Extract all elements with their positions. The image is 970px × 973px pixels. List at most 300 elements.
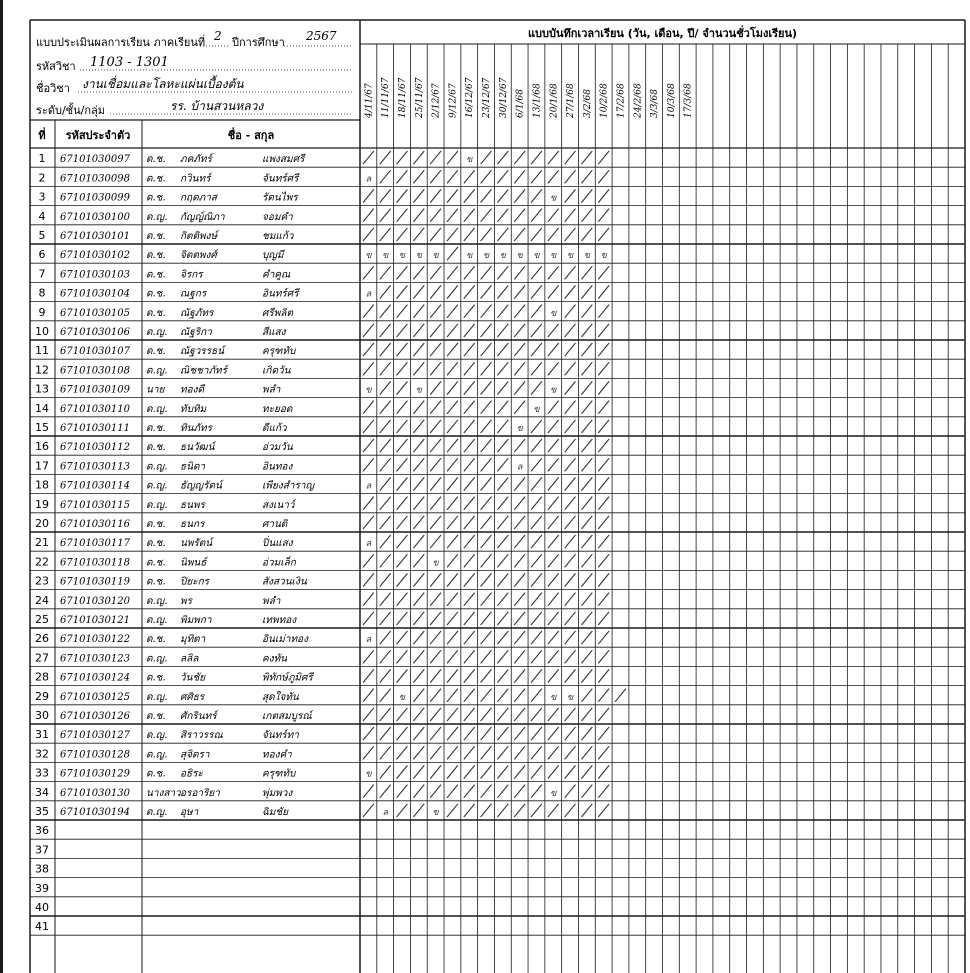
attendance-mark-present: [380, 228, 391, 241]
student-title: ด.ช.: [146, 519, 166, 530]
attendance-mark-present: [565, 497, 576, 510]
attendance-mark-present: [464, 535, 475, 548]
row-number: 15: [35, 421, 49, 434]
student-first-name: สุจิตรา: [180, 749, 210, 761]
attendance-mark-present: [464, 708, 475, 721]
student-id: 67101030097: [60, 154, 130, 166]
attendance-mark-present: [497, 477, 508, 490]
student-id: 67101030118: [60, 557, 130, 569]
attendance-mark-present: [430, 516, 441, 529]
attendance-mark-present: [363, 439, 374, 452]
date-header: 4/11/67: [364, 83, 375, 118]
attendance-mark-present: [413, 554, 424, 567]
attendance-mark-present: [447, 401, 458, 414]
attendance-mark-code: ข: [398, 692, 406, 703]
attendance-mark-present: [497, 189, 508, 202]
attendance-mark-present: [413, 266, 424, 279]
attendance-mark-present: [548, 324, 559, 337]
attendance-mark-present: [430, 765, 441, 778]
student-last-name: พิทักษ์ภูมิศรี: [262, 672, 313, 684]
date-header: 18/11/67: [398, 77, 409, 118]
attendance-mark-present: [565, 151, 576, 164]
attendance-mark-present: [397, 362, 408, 375]
attendance-mark-present: [363, 362, 374, 375]
student-title: ด.ช.: [146, 154, 166, 166]
attendance-mark-present: [363, 458, 374, 471]
attendance-mark-present: [531, 554, 542, 567]
attendance-mark-present: [397, 765, 408, 778]
attendance-mark-present: [413, 765, 424, 778]
attendance-mark-present: [464, 189, 475, 202]
attendance-mark-present: [531, 285, 542, 298]
attendance-mark-present: [447, 631, 458, 644]
attendance-mark-present: [430, 535, 441, 548]
student-last-name: เกิดวัน: [262, 365, 291, 377]
attendance-mark-present: [565, 516, 576, 529]
attendance-mark-present: [497, 612, 508, 625]
student-title: ด.ญ.: [146, 615, 168, 626]
student-id: 67101030114: [60, 480, 130, 492]
attendance-mark-present: [565, 612, 576, 625]
attendance-mark-present: [615, 689, 626, 702]
attendance-mark-present: [598, 228, 609, 241]
attendance-mark-present: [497, 151, 508, 164]
attendance-mark-present: [598, 420, 609, 433]
student-title: ด.ช.: [146, 173, 166, 185]
attendance-mark-present: [380, 324, 391, 337]
attendance-mark-present: [514, 593, 525, 606]
attendance-mark-present: [598, 631, 609, 644]
row-number: 25: [35, 613, 49, 626]
student-last-name: ครุฑทับ: [262, 346, 296, 358]
attendance-mark-present: [430, 631, 441, 644]
row-number: 7: [38, 267, 46, 281]
attendance-mark-present: [430, 324, 441, 337]
attendance-mark-present: [397, 631, 408, 644]
attendance-mark-code: ข: [583, 251, 590, 262]
attendance-mark-present: [363, 727, 374, 740]
attendance-mark-present: [380, 209, 391, 222]
attendance-mark-present: [497, 458, 508, 471]
attendance-mark-present: [481, 381, 492, 394]
student-id: 67101030110: [60, 403, 130, 415]
attendance-mark-present: [565, 631, 576, 644]
student-title: ด.ช.: [146, 250, 166, 262]
level-label: ระดับ/ชั้น/กลุ่ม: [36, 104, 105, 117]
row-number: 6: [38, 248, 46, 262]
attendance-mark-present: [430, 362, 441, 375]
attendance-mark-present: [447, 266, 458, 279]
student-last-name: สังสวนเงิน: [262, 576, 307, 588]
attendance-mark-present: [581, 381, 592, 394]
row-number: 8: [38, 286, 46, 300]
attendance-mark-present: [481, 593, 492, 606]
attendance-mark-present: [464, 209, 475, 222]
attendance-mark-present: [581, 669, 592, 682]
attendance-mark-present: [413, 669, 424, 682]
attendance-mark-present: [481, 650, 492, 663]
attendance-mark-present: [397, 228, 408, 241]
attendance-mark-present: [548, 746, 559, 759]
attendance-mark-present: [598, 439, 609, 452]
student-first-name: ธนพร: [180, 499, 205, 511]
date-header: 25/11/67: [414, 77, 425, 118]
attendance-mark-present: [380, 362, 391, 375]
student-last-name: เทพทอง: [262, 615, 297, 626]
attendance-mark-present: [514, 209, 525, 222]
student-first-name: ทองดี: [180, 384, 204, 396]
student-first-name: จิรกร: [180, 269, 203, 281]
row-number: 1: [38, 152, 46, 166]
attendance-mark-present: [464, 266, 475, 279]
attendance-mark-code: ข: [365, 251, 372, 262]
attendance-mark-present: [413, 727, 424, 740]
attendance-mark-present: [397, 189, 408, 202]
column-header-name: ชื่อ - สกุล: [227, 129, 275, 142]
student-title: ด.ช.: [146, 288, 166, 300]
attendance-mark-present: [598, 362, 609, 375]
student-first-name: กัญญ์ณิภา: [180, 211, 225, 223]
attendance-mark-present: [531, 785, 542, 798]
attendance-mark-present: [514, 516, 525, 529]
attendance-mark-present: [481, 785, 492, 798]
attendance-mark-present: [497, 362, 508, 375]
attendance-mark-present: [598, 381, 609, 394]
attendance-mark-present: [380, 689, 391, 702]
attendance-mark-present: [514, 228, 525, 241]
attendance-mark-present: [430, 650, 441, 663]
student-id: 67101030099: [60, 192, 130, 204]
student-first-name: ลลิล: [180, 653, 199, 665]
attendance-mark-present: [497, 497, 508, 510]
attendance-mark-present: [531, 362, 542, 375]
attendance-mark-present: [413, 458, 424, 471]
attendance-mark-present: [598, 343, 609, 356]
attendance-mark-present: [464, 593, 475, 606]
attendance-mark-present: [598, 170, 609, 183]
student-id: 67101030098: [60, 173, 130, 185]
attendance-mark-present: [581, 401, 592, 414]
attendance-mark-present: [497, 631, 508, 644]
student-title: นางสาว: [146, 787, 181, 799]
attendance-mark-present: [430, 477, 441, 490]
attendance-mark-present: [548, 458, 559, 471]
attendance-mark-present: [464, 285, 475, 298]
attendance-mark-code: ข: [482, 251, 490, 262]
attendance-mark-present: [363, 689, 374, 702]
attendance-mark-present: [397, 285, 408, 298]
attendance-mark-present: [531, 535, 542, 548]
attendance-mark-present: [548, 439, 559, 452]
attendance-mark-present: [497, 669, 508, 682]
student-id: 67101030130: [60, 787, 130, 799]
attendance-mark-present: [447, 305, 458, 318]
attendance-mark-present: [380, 727, 391, 740]
attendance-mark-present: [447, 209, 458, 222]
attendance-mark-present: [464, 631, 475, 644]
attendance-mark-present: [430, 785, 441, 798]
attendance-mark-present: [380, 285, 391, 298]
attendance-mark-code: ล: [365, 635, 372, 646]
attendance-mark-present: [380, 535, 391, 548]
attendance-mark-present: [481, 612, 492, 625]
student-first-name: สิราวรรณ: [180, 730, 223, 742]
row-number: 26: [35, 632, 49, 646]
attendance-mark-present: [481, 573, 492, 586]
student-last-name: เพียงสำราญ: [262, 480, 314, 492]
attendance-mark-present: [565, 285, 576, 298]
attendance-mark-present: [464, 420, 475, 433]
attendance-mark-present: [397, 804, 408, 817]
student-id: 67101030101: [60, 231, 130, 242]
attendance-mark-present: [430, 381, 441, 394]
attendance-mark-present: [531, 170, 542, 183]
student-id: 67101030122: [60, 634, 130, 646]
attendance-mark-present: [380, 708, 391, 721]
attendance-mark-present: [413, 497, 424, 510]
student-last-name: บุญมี: [262, 250, 284, 262]
attendance-mark-present: [531, 746, 542, 759]
attendance-mark-present: [397, 516, 408, 529]
date-header: 10/2/68: [599, 83, 610, 118]
attendance-mark-present: [430, 401, 441, 414]
student-last-name: พลำ: [262, 384, 281, 396]
attendance-mark-present: [581, 266, 592, 279]
attendance-mark-present: [430, 573, 441, 586]
subject-label: ชื่อวิชา: [36, 82, 70, 95]
student-title: ด.ช.: [146, 538, 166, 550]
attendance-mark-present: [363, 593, 374, 606]
attendance-mark-present: [481, 285, 492, 298]
attendance-mark-present: [531, 804, 542, 817]
student-id: 67101030123: [60, 653, 130, 665]
attendance-mark-code: ข: [516, 424, 523, 434]
student-id: 67101030126: [60, 711, 130, 722]
attendance-mark-present: [581, 727, 592, 740]
attendance-mark-present: [481, 804, 492, 817]
attendance-mark-present: [497, 305, 508, 318]
attendance-mark-present: [531, 324, 542, 337]
attendance-mark-present: [548, 266, 559, 279]
attendance-mark-present: [481, 708, 492, 721]
attendance-title: แบบบันทึกเวลาเรียน (วัน, เดือน, ปี/ จำนวนชั่วโมงเรียน): [527, 27, 798, 40]
row-number: 3: [38, 190, 46, 204]
attendance-mark-present: [497, 209, 508, 222]
attendance-mark-present: [514, 554, 525, 567]
attendance-mark-present: [464, 343, 475, 356]
attendance-mark-present: [481, 765, 492, 778]
row-number: 10: [35, 325, 49, 338]
attendance-mark-present: [380, 420, 391, 433]
attendance-mark-present: [363, 151, 374, 164]
attendance-mark-present: [397, 305, 408, 318]
year-value: 2567: [306, 29, 337, 43]
student-last-name: จันทร์ศรี: [262, 173, 299, 185]
attendance-mark-present: [548, 170, 559, 183]
attendance-mark-present: [363, 554, 374, 567]
student-title: ด.ญ.: [146, 499, 168, 511]
attendance-mark-present: [531, 209, 542, 222]
student-last-name: พุ่มพวง: [262, 787, 293, 799]
attendance-mark-present: [430, 228, 441, 241]
attendance-mark-present: [581, 631, 592, 644]
attendance-mark-present: [380, 593, 391, 606]
attendance-mark-present: [514, 727, 525, 740]
attendance-mark-present: [497, 170, 508, 183]
attendance-mark-present: [497, 439, 508, 452]
attendance-mark-present: [598, 266, 609, 279]
attendance-mark-present: [447, 573, 458, 586]
attendance-mark-present: [548, 535, 559, 548]
attendance-mark-present: [430, 209, 441, 222]
attendance-mark-code: ข: [600, 251, 607, 262]
attendance-mark-code: ข: [365, 385, 372, 396]
attendance-mark-present: [464, 554, 475, 567]
attendance-mark-present: [598, 209, 609, 222]
date-header: 13/1/68: [532, 83, 543, 118]
student-title: ด.ญ.: [146, 461, 168, 473]
attendance-mark-present: [598, 516, 609, 529]
row-number: 40: [35, 901, 49, 914]
attendance-mark-present: [363, 343, 374, 356]
student-first-name: ทินภัทร: [180, 423, 212, 434]
attendance-mark-code: ข: [365, 769, 372, 780]
attendance-mark-present: [497, 343, 508, 356]
attendance-mark-present: [565, 458, 576, 471]
attendance-mark-present: [397, 593, 408, 606]
attendance-mark-code: ข: [566, 692, 574, 703]
row-number: 37: [35, 843, 49, 857]
attendance-mark-present: [581, 189, 592, 202]
student-last-name: สุดใจทัน: [262, 691, 299, 703]
attendance-mark-present: [413, 593, 424, 606]
student-title: ด.ช.: [146, 634, 166, 646]
student-id: 67101030103: [60, 269, 130, 281]
attendance-mark-present: [531, 708, 542, 721]
date-header: 20/1/68: [549, 83, 560, 118]
attendance-mark-present: [413, 516, 424, 529]
attendance-mark-present: [397, 708, 408, 721]
attendance-mark-present: [413, 362, 424, 375]
attendance-mark-present: [514, 804, 525, 817]
code-label: รหัสวิชา: [36, 60, 76, 73]
attendance-mark-present: [514, 785, 525, 798]
attendance-mark-present: [548, 765, 559, 778]
attendance-mark-present: [548, 650, 559, 663]
attendance-mark-present: [363, 804, 374, 817]
attendance-mark-present: [565, 669, 576, 682]
attendance-mark-present: [464, 804, 475, 817]
attendance-mark-present: [531, 477, 542, 490]
attendance-mark-present: [413, 746, 424, 759]
student-id: 67101030128: [60, 749, 130, 761]
attendance-mark-present: [497, 573, 508, 586]
student-last-name: ชมแก้ว: [262, 231, 294, 242]
student-first-name: ณิชชาภัทร์: [180, 365, 228, 377]
attendance-mark-present: [430, 708, 441, 721]
attendance-mark-present: [397, 170, 408, 183]
student-first-name: ณัฐภัทร: [180, 307, 214, 319]
semester-value: 2: [214, 29, 222, 43]
attendance-mark-present: [380, 381, 391, 394]
attendance-mark-present: [363, 324, 374, 337]
attendance-mark-present: [413, 477, 424, 490]
attendance-mark-code: ล: [365, 481, 372, 492]
student-title: ด.ญ.: [146, 365, 168, 377]
attendance-mark-present: [380, 650, 391, 663]
attendance-mark-present: [531, 228, 542, 241]
attendance-mark-present: [598, 305, 609, 318]
student-first-name: พร: [180, 595, 192, 607]
attendance-mark-present: [565, 439, 576, 452]
attendance-mark-present: [531, 189, 542, 202]
student-first-name: อรอาริยา: [180, 787, 220, 799]
attendance-mark-present: [581, 689, 592, 702]
attendance-mark-present: [430, 612, 441, 625]
attendance-mark-present: [565, 785, 576, 798]
attendance-mark-present: [447, 689, 458, 702]
attendance-mark-present: [447, 420, 458, 433]
attendance-mark-present: [548, 209, 559, 222]
row-number: 19: [35, 497, 49, 511]
attendance-mark-present: [464, 305, 475, 318]
attendance-mark-present: [497, 516, 508, 529]
row-number: 22: [35, 555, 49, 569]
attendance-mark-present: [380, 554, 391, 567]
attendance-mark-code: ข: [415, 251, 422, 262]
attendance-mark-present: [565, 593, 576, 606]
attendance-mark-present: [581, 804, 592, 817]
attendance-mark-present: [481, 209, 492, 222]
attendance-mark-present: [581, 593, 592, 606]
row-number: 2: [38, 171, 46, 185]
attendance-mark-code: ล: [365, 539, 372, 550]
student-last-name: อ่วมวัน: [262, 442, 293, 454]
column-header-no: ที่: [38, 129, 46, 142]
student-title: ด.ญ.: [146, 730, 168, 742]
attendance-mark-present: [598, 324, 609, 337]
attendance-mark-present: [363, 650, 374, 663]
date-header: 17/3/68: [683, 83, 694, 118]
attendance-mark-present: [481, 305, 492, 318]
attendance-mark-present: [380, 631, 391, 644]
attendance-mark-present: [397, 650, 408, 663]
attendance-mark-present: [581, 765, 592, 778]
attendance-mark-present: [548, 708, 559, 721]
attendance-mark-present: [447, 362, 458, 375]
attendance-mark-present: [531, 420, 542, 433]
attendance-mark-present: [430, 746, 441, 759]
date-header: 24/2/68: [633, 83, 644, 118]
student-id: 67101030125: [60, 691, 130, 703]
attendance-mark-present: [565, 401, 576, 414]
attendance-mark-present: [497, 746, 508, 759]
student-title: ด.ช.: [146, 442, 166, 454]
attendance-mark-present: [514, 497, 525, 510]
attendance-mark-present: [447, 228, 458, 241]
attendance-mark-present: [514, 689, 525, 702]
attendance-mark-present: [481, 535, 492, 548]
student-first-name: ณฐกร: [180, 288, 207, 300]
student-first-name: มุทิตา: [180, 634, 206, 646]
attendance-mark-code: ข: [466, 155, 473, 166]
attendance-mark-present: [581, 170, 592, 183]
attendance-mark-present: [464, 439, 475, 452]
attendance-mark-present: [481, 631, 492, 644]
attendance-mark-present: [397, 151, 408, 164]
attendance-mark-present: [531, 497, 542, 510]
student-id: 67101030121: [60, 615, 130, 626]
